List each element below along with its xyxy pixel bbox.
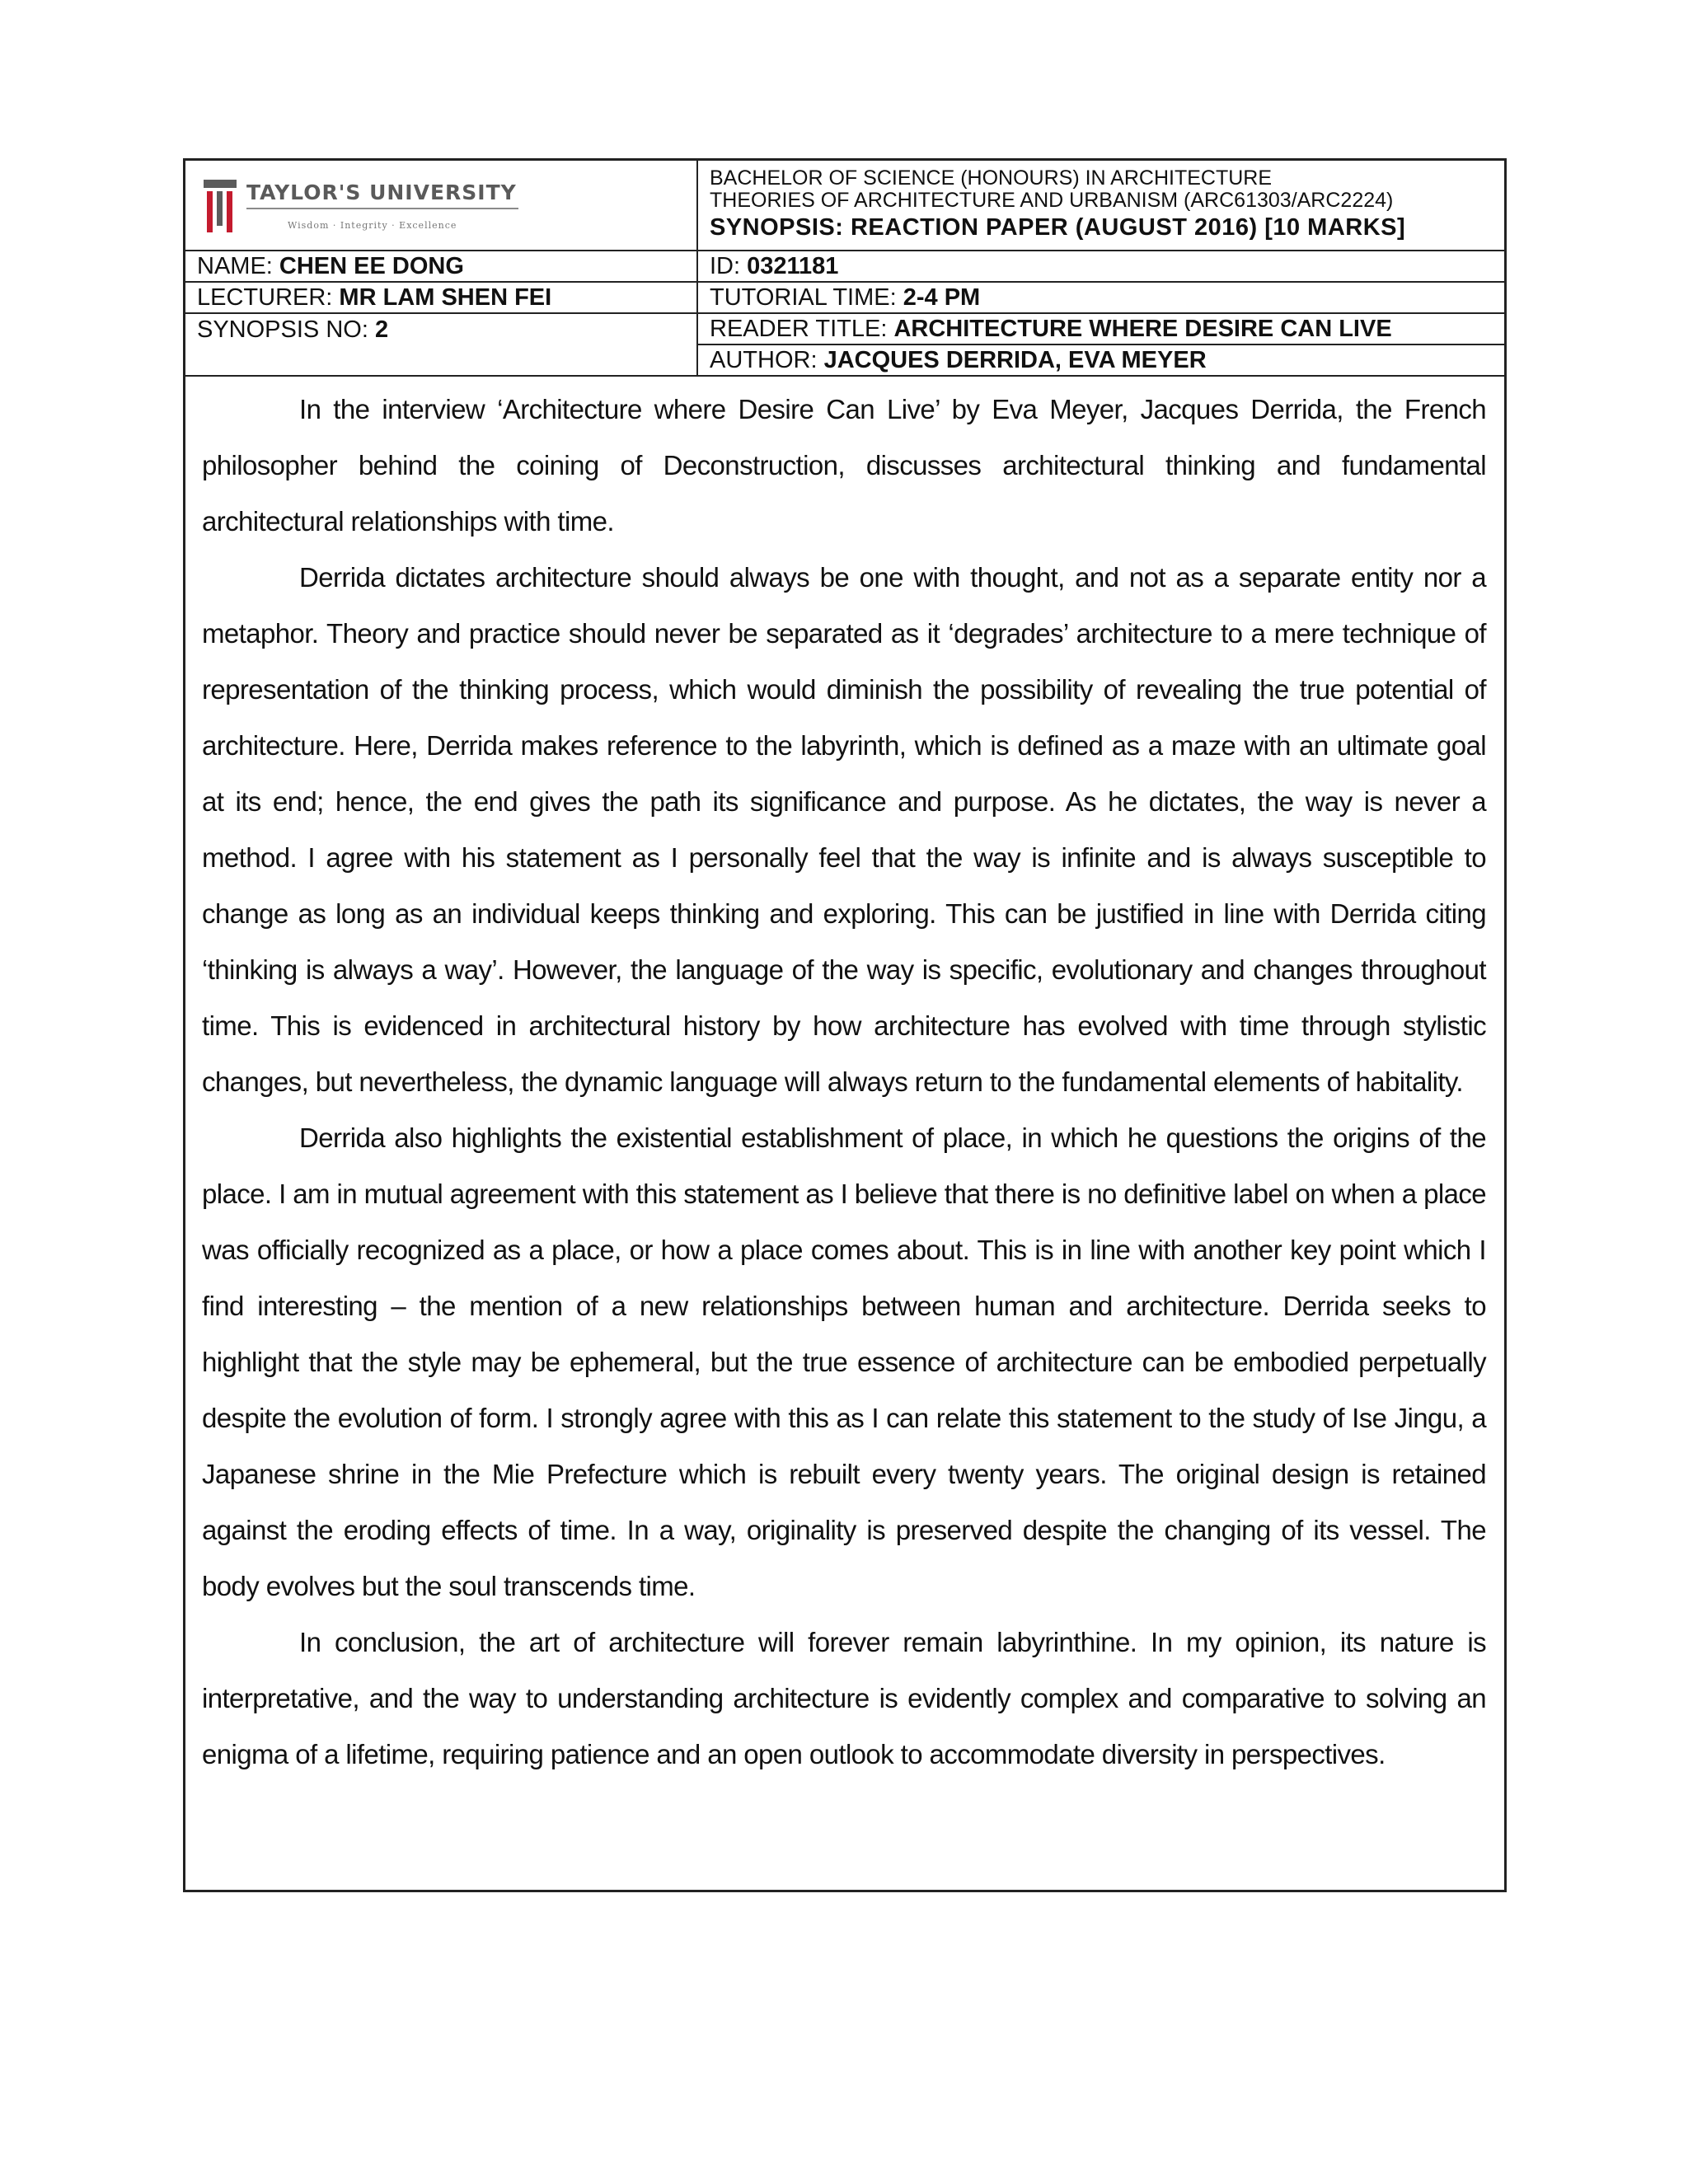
lecturer-value: MR LAM SHEN FEI bbox=[339, 284, 552, 311]
university-tagline: Wisdom · Integrity · Excellence bbox=[288, 219, 457, 231]
author-cell bbox=[697, 344, 1504, 376]
programme-title: BACHELOR OF SCIENCE (HONOURS) IN ARCHITECTURE bbox=[710, 166, 1273, 190]
university-name: TAYLOR'S UNIVERSITY bbox=[246, 180, 517, 204]
name-value: CHEN EE DONG bbox=[279, 253, 464, 279]
university-logo bbox=[185, 171, 696, 240]
header-table bbox=[185, 161, 1504, 377]
module-title: THEORIES OF ARCHITECTURE AND URBANISM (ARC61303/ARC2224) bbox=[710, 189, 1394, 212]
assignment-title: SYNOPSIS: REACTION PAPER (AUGUST 2016) [10 MARKS] bbox=[710, 214, 1406, 241]
reader-title-label: READER TITLE: bbox=[710, 316, 888, 342]
logo-cell bbox=[185, 161, 697, 251]
essay-body bbox=[185, 377, 1504, 1783]
reader-title-value: ARCHITECTURE WHERE DESIRE CAN LIVE bbox=[893, 316, 1392, 342]
author-label: AUTHOR: bbox=[710, 347, 818, 373]
tutorial-time-value: 2-4 PM bbox=[903, 284, 981, 311]
essay-paragraph-4: In conclusion, the art of architecture will forever remain labyrinthine. In my opinion, its nature is interpretative, and the way to understanding architecture is evidently complex and comparative to solving an enigma of a lifetime, requiring patience and an open outlook to accommodate diversity in perspectives. bbox=[202, 1627, 1486, 1769]
reader-title-cell bbox=[697, 313, 1504, 344]
essay-paragraph-1: In the interview ‘Architecture where Desire Can Live’ by Eva Meyer, Jacques Derrida, the French philosopher behind the coining of Deconstruction, discusses architectural thinking and fundamental architectural relationships with time. bbox=[202, 394, 1486, 537]
essay-paragraph-3: Derrida also highlights the existential establishment of place, in which he questions the origins of the place. I am in mutual agreement with this statement as I believe that there is no definitive label on when a place was officially recognized as a place, or how a place comes about. This is in line with another key point which I find interesting – the mention of a new relationships between human and architecture. Derrida seeks to highlight that the style may be ephemeral, but the true essence of architecture can be embodied perpetually despite the evolution of form. I strongly agree with this as I can relate this statement to the study of Ise Jingu, a Japanese shrine in the Mie Prefecture which is rebuilt every twenty years. The original design is retained against the eroding effects of time. In a way, originality is preserved despite the changing of its vessel. The body evolves but the soul transcends time. bbox=[202, 1122, 1486, 1601]
course-info-cell bbox=[697, 161, 1504, 251]
lecturer-label: LECTURER: bbox=[197, 284, 333, 311]
university-crest-icon bbox=[204, 180, 237, 232]
name-cell bbox=[185, 251, 697, 282]
id-value: 0321181 bbox=[747, 253, 839, 279]
synopsis-number-value: 2 bbox=[374, 316, 389, 343]
tutorial-time-cell bbox=[697, 282, 1504, 313]
logo-divider bbox=[246, 208, 518, 209]
synopsis-number-label: SYNOPSIS NO: bbox=[197, 316, 368, 343]
name-label: NAME: bbox=[197, 253, 273, 279]
id-label: ID: bbox=[710, 253, 741, 279]
tutorial-time-label: TUTORIAL TIME: bbox=[710, 284, 897, 311]
author-value: JACQUES DERRIDA, EVA MEYER bbox=[823, 347, 1207, 373]
document-sheet bbox=[183, 158, 1507, 1892]
lecturer-cell bbox=[185, 282, 697, 313]
id-cell bbox=[697, 251, 1504, 282]
synopsis-number-cell bbox=[185, 313, 697, 376]
essay-paragraph-2: Derrida dictates architecture should always be one with thought, and not as a separate entity nor a metaphor. Theory and practice should never be separated as it ‘degrades’ architecture to a mere technique of representation of the thinking process, which would diminish the possibility of revealing the true potential of architecture. Here, Derrida makes reference to the labyrinth, which is defined as a maze with an ultimate goal at its end; hence, the end gives the path its significance and purpose. As he dictates, the way is never a method. I agree with his statement as I personally feel that the way is infinite and is always susceptible to change as long as an individual keeps thinking and exploring. This can be justified in line with Derrida citing ‘thinking is always a way’. However, the language of the way is specific, evolutionary and changes throughout time. This is evidenced in architectural history by how architecture has evolved with time through stylistic changes, but nevertheless, the dynamic language will always return to the fundamental elements of habitality. bbox=[202, 562, 1486, 1097]
